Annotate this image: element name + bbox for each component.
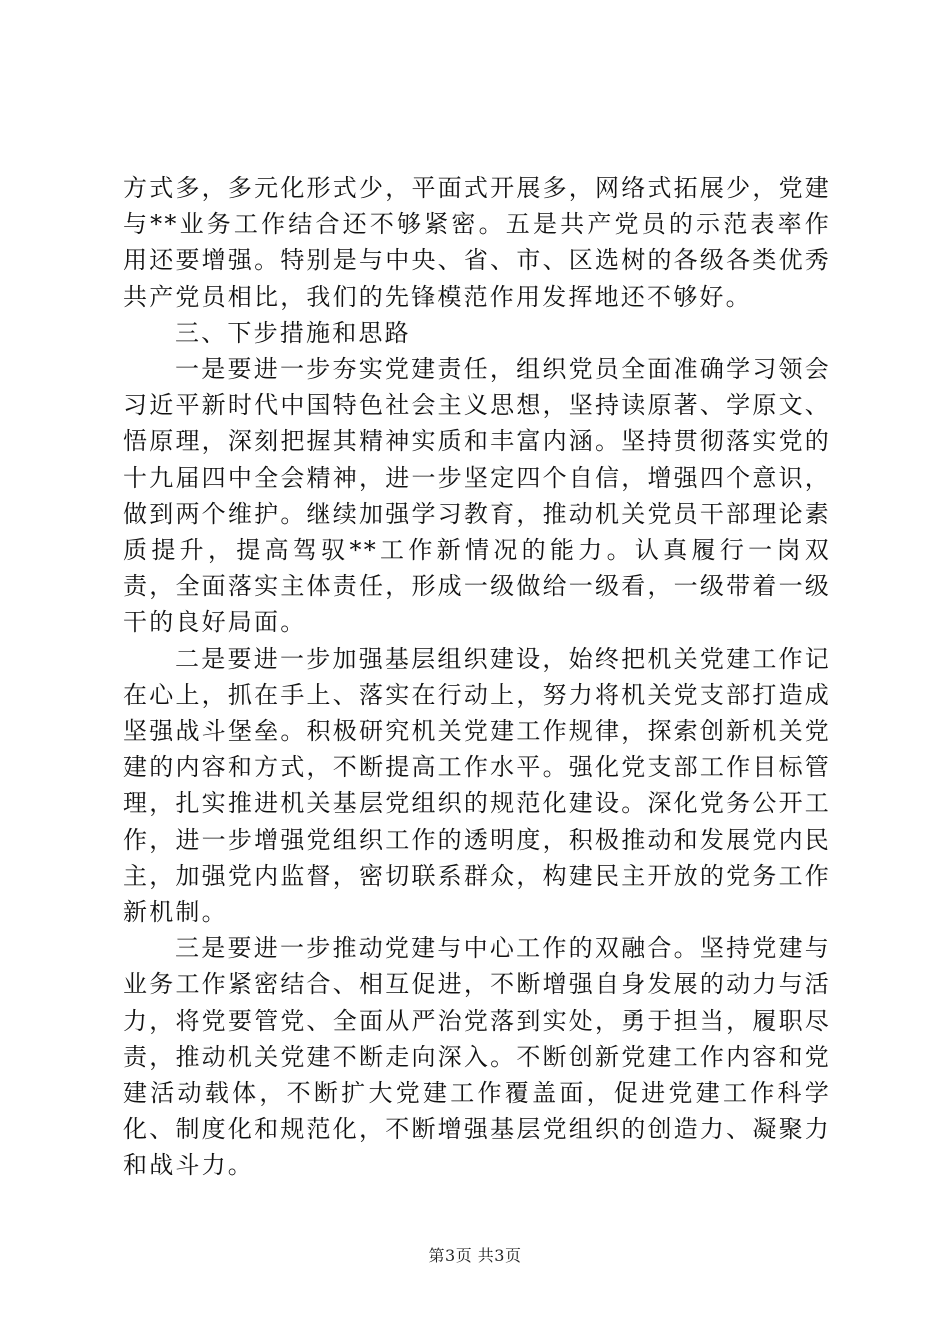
paragraph-measure-three: 三是要进一步推动党建与中心工作的双融合。坚持党建与业务工作紧密结合、相互促进，不断增强自身发展的动力与活力，将党要管党、全面从严治党落到实处，勇于担当，履职尽责，推动机关党建不断走向深入。不断创新党建工作内容和党建活动载体，不断扩大党建工作覆盖面，促进党建工作科学化、制度化和规范化，不断增强基层党组织的创造力、凝聚力和战斗力。 (123, 934, 831, 1180)
paragraph-continuation: 方式多，多元化形式少，平面式开展多，网络式拓展少，党建与**业务工作结合还不够紧密。五是共产党员的示范表率作用还要增强。特别是与中央、省、市、区选树的各级各类优秀共产党员相比，我们的先锋模范作用发挥地还不够好。 (123, 174, 831, 311)
paragraph-measure-one: 一是要进一步夯实党建责任，组织党员全面准确学习领会习近平新时代中国特色社会主义思想，坚持读原著、学原文、悟原理，深刻把握其精神实质和丰富内涵。坚持贯彻落实党的十九届四中全会精神，进一步坚定四个自信，增强四个意识，做到两个维护。继续加强学习教育，推动机关党员干部理论素质提升，提高驾驭**工作新情况的能力。认真履行一岗双责，全面落实主体责任，形成一级做给一级看，一级带着一级干的良好局面。 (123, 355, 831, 637)
page-number-indicator: 第3页 共3页 (428, 1246, 522, 1265)
section-heading: 三、下步措施和思路 (175, 318, 411, 347)
paragraph-measure-two: 二是要进一步加强基层组织建设，始终把机关党建工作记在心上，抓在手上、落实在行动上，努力将机关党支部打造成坚强战斗堡垒。积极研究机关党建工作规律，探索创新机关党建的内容和方式，不断提高工作水平。强化党支部工作目标管理，扎实推进机关基层党组织的规范化建设。深化党务公开工作，进一步增强党组织工作的透明度，积极推动和发展党内民主，加强党内监督，密切联系群众，构建民主开放的党务工作新机制。 (123, 644, 831, 927)
document-body (123, 170, 831, 1184)
page-footer (0, 1243, 950, 1266)
